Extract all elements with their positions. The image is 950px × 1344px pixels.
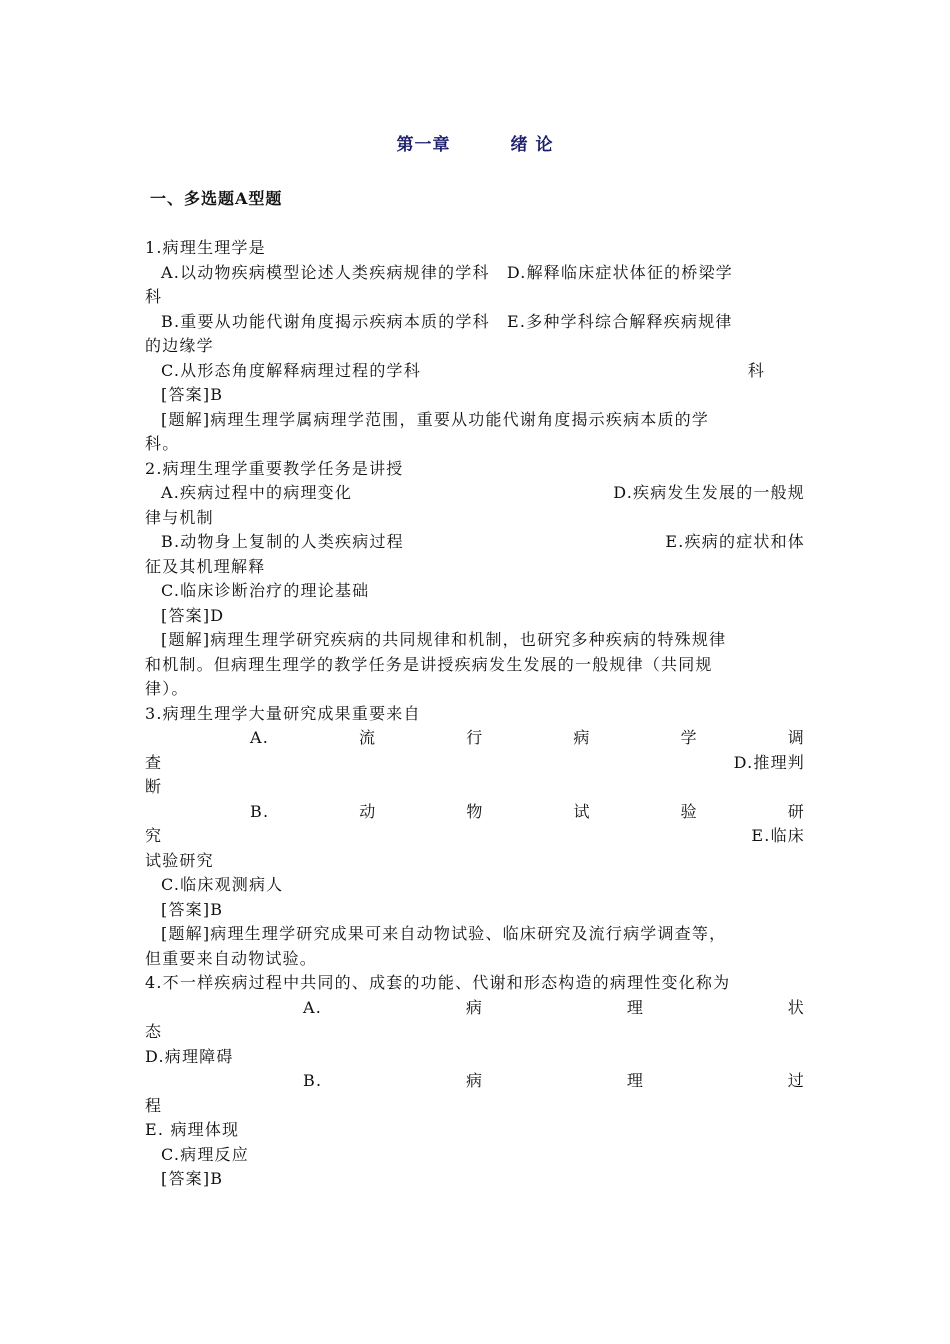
question-3-option-b-char: 试 (573, 801, 591, 821)
question-4-stem: 4.不一样疾病过程中共同的、成套的功能、代谢和形态构造的病理性变化称为 (145, 973, 731, 992)
question-1-option-c: C.从形态角度解释病理过程的学科 (161, 360, 421, 380)
question-4-option-b-wrap: 程 (145, 1095, 163, 1115)
question-3-explanation: [题解]病理生理学研究成果可来自动物试验、临床研究及流行病学调查等， (161, 924, 727, 943)
question-4-option-b: B. (303, 1071, 323, 1090)
question-1-option-c-tail: 科 (747, 360, 765, 380)
question-4-option-c: C.病理反应 (161, 1144, 249, 1164)
question-2-option-c: C.临床诊断治疗的理论基础 (161, 581, 370, 600)
question-3-option-b-row (145, 800, 805, 825)
question-list (145, 236, 805, 1192)
question-4-option-a-char: 病 (465, 997, 484, 1017)
question-4-option-e: E. 病理体现 (145, 1120, 240, 1139)
question-2-explanation-wrap-2: 律）。 (145, 679, 189, 698)
question-3-option-b-tail: 究 (145, 826, 163, 845)
question-3-option-a-char: 行 (466, 728, 484, 747)
question-3-answer: [答案]B (161, 899, 224, 919)
question-2-option-e-wrap: 征及其机理解释 (145, 556, 266, 576)
section-heading: 一、多选题A型题 (150, 189, 283, 208)
question-1-option-c-row (145, 359, 805, 384)
question-2-options-ad (145, 481, 805, 506)
question-4-option-a: A. (303, 997, 323, 1017)
question-1-options-ad-wrap: 科 (145, 287, 163, 306)
question-4-option-a-wrap: 态 (145, 1022, 163, 1041)
question-4-option-b-char: 理 (626, 1071, 645, 1090)
question-3-option-e: E.临床 (751, 826, 805, 845)
question-2-option-b: B.动物身上复制的人类疾病过程 (161, 532, 404, 551)
question-3-option-b-char: 验 (680, 801, 698, 821)
question-3-option-d-wrap: 断 (145, 777, 163, 796)
question-1-answer: [答案]B (161, 385, 224, 404)
question-3-option-b: B. (250, 801, 270, 821)
question-1-explanation-wrap: 科。 (145, 434, 180, 453)
chapter-number: 第一章 (396, 135, 451, 155)
question-3-option-c: C.临床观测病人 (161, 875, 284, 894)
question-4-option-a-char: 状 (787, 997, 805, 1017)
question-3-option-d: D.推理判 (733, 752, 805, 772)
question-2-option-a: A.疾病过程中的病理变化 (161, 483, 353, 502)
chapter-name: 绪 论 (510, 135, 554, 155)
question-2-option-d-wrap: 律与机制 (145, 507, 214, 527)
question-2-option-e: E.疾病的症状和体 (665, 532, 805, 551)
question-1-options-ad: A.以动物疾病模型论述人类疾病规律的学科 D.解释临床症状体征的桥梁学 (161, 262, 733, 282)
question-2-explanation-wrap-1: 和机制。但病理生理学的教学任务是讲授疾病发生发展的一般规律（共同规 (145, 654, 713, 674)
question-3-option-e-wrap: 试验研究 (145, 850, 214, 870)
question-2-stem: 2.病理生理学重要教学任务是讲授 (145, 458, 404, 478)
question-3-explanation-wrap: 但重要来自动物试验。 (145, 948, 318, 968)
question-3-option-a-wrap-row (145, 751, 805, 776)
chapter-title (0, 130, 950, 155)
question-3-option-a-row (145, 726, 805, 751)
question-4-option-d: D.病理障碍 (145, 1046, 234, 1066)
question-1-options-be-wrap: 的边缘学 (145, 336, 214, 355)
question-1-stem: 1.病理生理学是 (145, 238, 266, 257)
question-2-options-be (145, 530, 805, 555)
question-3-option-a-char: 调 (787, 728, 805, 747)
question-3-option-b-char: 动 (359, 801, 377, 821)
question-2-answer: [答案]D (161, 605, 225, 625)
question-4-option-b-row (145, 1069, 805, 1094)
question-3-option-a: A. (250, 728, 270, 747)
question-3-option-a-char: 病 (573, 728, 591, 747)
question-4-answer: [答案]B (161, 1169, 224, 1188)
question-3-option-b-wrap-row (145, 824, 805, 849)
question-1-explanation: [题解]病理生理学属病理学范围，重要从功能代谢角度揭示疾病本质的学 (161, 409, 710, 429)
question-3-option-b-char: 物 (466, 801, 484, 821)
question-1-options-be: B.重要从功能代谢角度揭示疾病本质的学科 E.多种学科综合解释疾病规律 (161, 311, 733, 331)
question-3-option-a-char: 流 (359, 728, 377, 747)
question-4-option-b-char: 病 (465, 1071, 484, 1090)
question-4-option-b-char: 过 (787, 1071, 805, 1090)
question-2-option-d: D.疾病发生发展的一般规 (613, 483, 805, 502)
question-4-option-a-char: 理 (626, 997, 645, 1017)
question-3-option-a-char: 学 (680, 728, 698, 747)
question-3-option-a-tail: 查 (145, 752, 163, 772)
question-2-explanation: [题解]病理生理学研究疾病的共同规律和机制，也研究多种疾病的特殊规律 (161, 630, 727, 649)
question-3-stem: 3.病理生理学大量研究成果重要来自 (145, 703, 421, 723)
question-3-option-b-char: 研 (787, 801, 805, 821)
question-4-option-a-row (145, 996, 805, 1021)
